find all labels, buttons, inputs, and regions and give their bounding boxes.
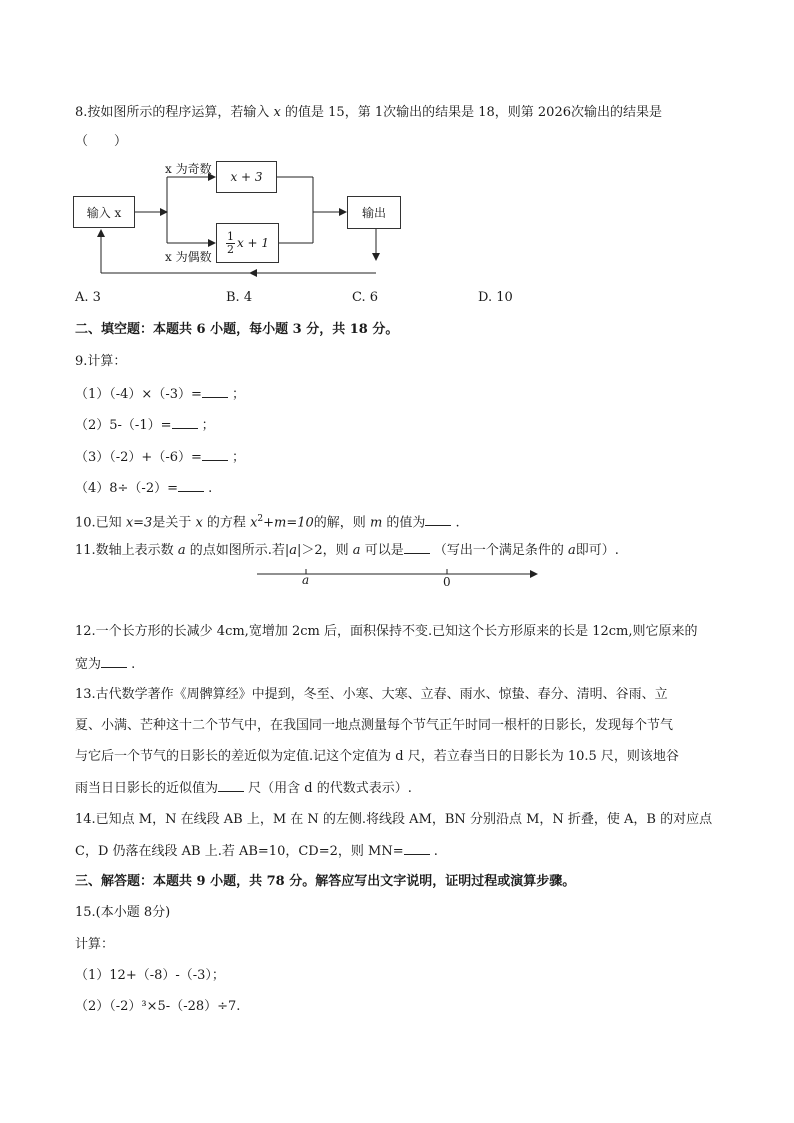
flow-even-label: x 为偶数 (165, 250, 212, 264)
flow-input-box: 输入 x (73, 196, 135, 228)
q13-line-4: 雨当日日影长的近似值为 尺（用含 d 的代数式表示）. (75, 778, 412, 799)
q12-line-1: 12.一个长方形的长减少 4cm,宽增加 2cm 后，面积保持不变.已知这个长方形原来的长是 12cm,则它原来的 (75, 624, 698, 639)
q15-item-1: （1）12+（-8）-（-3）； (75, 968, 225, 983)
q13-line-1: 13.古代数学著作《周髀算经》中提到，冬至、小寒、大寒、立春、雨水、惊蛰、春分、清明、谷雨、立 (75, 687, 668, 702)
q9-item-3: （3）（-2）+（-6）= ； (75, 447, 245, 468)
q8-stem: 8.按如图所示的程序运算，若输入 x 的值是 15，第 1次输出的结果是 18，则第 2026次输出的结果是 (75, 105, 662, 120)
q8-option-a[interactable]: A. 3 (75, 290, 101, 305)
q15-item-2: （2）（-2）³×5-（-28）÷7. (75, 999, 241, 1014)
number-line-label-a: a (302, 573, 310, 587)
q8-option-d[interactable]: D. 10 (478, 290, 513, 305)
q10-stem: 10.已知 x=3是关于 x 的方程 $x^2+m=10$的解，则 m 的值为 . (75, 514, 460, 531)
q15-sub: 计算： (75, 937, 115, 952)
number-line-label-zero: 0 (443, 575, 451, 589)
q9-item-1: （1）（-4）×（-3）= ； (75, 384, 245, 405)
answer-blank[interactable] (172, 415, 198, 429)
flow-output-box: 输出 (347, 196, 401, 229)
q12-line-2: 宽为 . (75, 654, 135, 675)
q13-line-2: 夏、小满、芒种这十二个节气中，在我国同一地点测量每个节气正午时同一根杆的日影长，发现每个节气 (75, 718, 674, 733)
q14-line-1: 14.已知点 M，N 在线段 AB 上，M 在 N 的左侧.将线段 AM，BN 分别沿点 M，N 折叠，使 A，B 的对应点 (75, 812, 713, 827)
q9-title: 9.计算： (75, 354, 127, 369)
answer-blank[interactable] (404, 540, 430, 554)
flow-odd-box: x + 3 (216, 161, 277, 193)
q15-title: 15.(本小题 8分) (75, 905, 171, 920)
q8-option-b[interactable]: B. 4 (226, 290, 253, 305)
answer-blank[interactable] (218, 778, 244, 792)
q13-line-3: 与它后一个节气的日影长的差近似为定值.记这个定值为 d 尺，若立春当日的日影长为 10.5 尺，则该地谷 (75, 749, 679, 764)
section-3-heading: 三、解答题：本题共 9 小题，共 78 分。解答应写出文字说明，证明过程或演算步骤。 (75, 874, 576, 889)
answer-blank[interactable] (425, 512, 451, 526)
flow-even-box: 1 2 x + 1 (216, 223, 279, 263)
q8-answer-paren: （ ） (75, 134, 128, 149)
q9-item-4: （4）8÷（-2）= . (75, 478, 212, 499)
answer-blank[interactable] (202, 447, 228, 461)
answer-blank[interactable] (101, 654, 127, 668)
answer-blank[interactable] (404, 841, 430, 855)
q8-option-c[interactable]: C. 6 (352, 290, 379, 305)
section-2-heading: 二、填空题：本题共 6 小题，每小题 3 分，共 18 分。 (75, 322, 399, 337)
q11-stem: 11.数轴上表示数 a 的点如图所示.若|a|＞2，则 a 可以是 （写出一个满足条件的 a即可）. (75, 540, 619, 561)
flow-odd-label: x 为奇数 (165, 162, 212, 176)
answer-blank[interactable] (178, 478, 204, 492)
answer-blank[interactable] (202, 384, 228, 398)
number-line-axis (255, 563, 545, 595)
fraction-half: 1 2 (226, 229, 234, 256)
q9-item-2: （2）5-（-1）= ； (75, 415, 215, 436)
q14-line-2: C，D 仍落在线段 AB 上.若 AB=10，CD=2，则 MN= . (75, 841, 438, 862)
